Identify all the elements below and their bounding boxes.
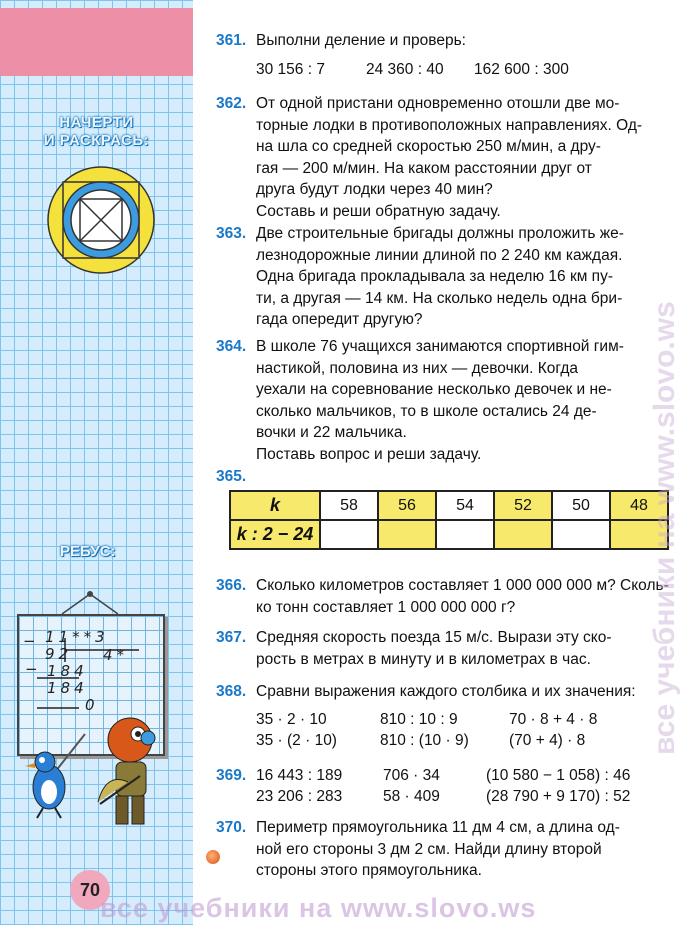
task-line: стороны этого прямоугольника. — [256, 862, 482, 879]
task-number: 361. — [216, 32, 247, 49]
task-line: Периметр прямоугольника 11 дм 4 см, а длина од- — [256, 819, 620, 836]
task-text: Выполни деление и проверь: — [256, 32, 466, 49]
task-line: Две строительные бригады должны проложить же- — [256, 225, 624, 242]
task-line: настикой, половина из них — девочки. Когда — [256, 359, 578, 377]
task-line: друга будут лодки через 40 мин? — [256, 181, 493, 198]
task-366 — [216, 575, 691, 618]
task-line: сколько мальчиков, то в школе остались 24 де- — [256, 402, 597, 420]
expression: 23 206 : 283 — [256, 788, 343, 805]
task-line: Одна бригада прокладывала за неделю 16 км пу- — [256, 268, 613, 285]
task-line: От одной пристани одновременно отошли две мо- — [256, 95, 620, 112]
task-line: Средняя скорость поезда 15 м/с. Вырази эту ско- — [256, 629, 612, 646]
task-370 — [216, 817, 691, 882]
task-line: Составь и реши обратную задачу. — [256, 202, 501, 220]
task-365-number: 365. — [216, 468, 247, 485]
boy-with-umbrella-icon — [88, 712, 164, 832]
table-cell: 50 — [552, 491, 610, 520]
table-cell: 54 — [436, 491, 494, 520]
svg-text:−: − — [23, 632, 36, 650]
k-values-table — [229, 490, 669, 550]
expression: 810 : 10 : 9 — [380, 710, 458, 728]
expression: 706 · 34 — [383, 767, 440, 784]
rebus-subtrahend-2: 184 — [47, 679, 88, 697]
table-cell: 56 — [378, 491, 436, 520]
task-line: уехали на соревнование несколько девочек и не- — [256, 381, 612, 398]
rebus-subtrahend: 92 — [45, 645, 73, 663]
table-empty-cell — [320, 520, 378, 549]
table-head-k: k — [230, 491, 320, 520]
rebus-hanger-icon — [60, 590, 120, 616]
task-number: 364. — [216, 338, 247, 355]
task-369 — [216, 765, 691, 809]
watermark: все учебники на www.slovo.ws — [100, 893, 537, 923]
rebus-dividend: 11**3 — [45, 628, 109, 646]
task-number: 367. — [216, 629, 247, 646]
expression: 16 443 : 189 — [256, 767, 343, 784]
draw-and-color-title: НАЧЕРТИ И РАСКРАСЬ: — [43, 114, 150, 149]
expression: 24 360 : 40 — [366, 60, 444, 78]
task-line: Поставь вопрос и реши задачу. — [256, 445, 482, 463]
task-line: вочки и 22 мальчика. — [256, 424, 407, 441]
expression: 70 · 8 + 4 · 8 — [509, 710, 598, 728]
draw-figure-illustration — [46, 165, 156, 275]
task-line: гада опередит другую? — [256, 311, 423, 328]
task-number: 366. — [216, 577, 247, 594]
task-line: гая — 200 м/мин. На каком расстоянии друг от — [256, 159, 592, 177]
task-363 — [216, 223, 691, 331]
table-empty-cell — [552, 520, 610, 549]
expression: 162 600 : 300 — [474, 60, 569, 78]
task-line: ти, а другая — 14 км. На сколько недель одна бри- — [256, 289, 623, 307]
table-empty-cell — [378, 520, 436, 549]
expression: 58 · 409 — [383, 788, 440, 805]
table-head-expression: k : 2 − 24 — [230, 520, 320, 549]
rebus-quotient: 4* — [103, 646, 129, 664]
task-368 — [216, 681, 691, 753]
expression: (10 580 − 1 058) : 46 — [486, 767, 631, 784]
task-number: 368. — [216, 683, 247, 700]
task-line: лезнодорожные линии длиной по 2 240 км каждая. — [256, 246, 623, 264]
task-number: 362. — [216, 95, 247, 112]
expression: (28 790 + 9 170) : 52 — [486, 788, 631, 805]
page-number: 70 — [70, 870, 110, 910]
rebus-remainder: 184 — [47, 662, 88, 680]
task-text: Сравни выражения каждого столбика и их значения: — [256, 683, 636, 700]
task-367 — [216, 627, 691, 670]
expression: 35 · (2 · 10) — [256, 731, 337, 749]
table-cell: 58 — [320, 491, 378, 520]
expression: (70 + 4) · 8 — [509, 731, 586, 749]
table-empty-cell — [436, 520, 494, 549]
watermark-vertical: все учебники на www.slovo.ws — [648, 301, 681, 755]
task-line: торные лодки в противоположных направлениях. Од- — [256, 116, 643, 134]
task-number: 363. — [216, 225, 247, 242]
svg-text:−: − — [25, 660, 38, 678]
task-number: 369. — [216, 767, 247, 784]
table-cell: 48 — [610, 491, 668, 520]
task-361 — [216, 30, 691, 81]
table-row — [230, 491, 668, 520]
task-line: на шла со средней скоростью 250 м/мин, а дру- — [256, 138, 601, 155]
task-line: В школе 76 учащихся занимаются спортивной гим- — [256, 338, 624, 355]
task-364 — [216, 336, 691, 465]
expression: 30 156 : 7 — [256, 60, 325, 78]
task-line: Сколько километров составляет 1 000 000 000 м? Сколь- — [256, 577, 669, 594]
rebus-title: РЕБУС: — [60, 543, 116, 560]
table-empty-cell — [494, 520, 552, 549]
task-line: рость в метрах в минуту и в километрах в час. — [256, 650, 591, 668]
table-row — [230, 520, 668, 549]
task-number: 370. — [216, 819, 247, 836]
rebus-zero: 0 — [85, 696, 99, 714]
pink-header-tab — [0, 8, 193, 76]
bird-with-pointer-icon — [15, 732, 95, 822]
task-line: ко тонн составляет 1 000 000 000 г? — [256, 598, 516, 616]
task-362 — [216, 93, 691, 222]
expression: 810 : (10 · 9) — [380, 731, 469, 749]
table-cell: 52 — [494, 491, 552, 520]
expression: 35 · 2 · 10 — [256, 710, 327, 728]
task-line: ной его стороны 3 дм 2 см. Найди длину второй — [256, 840, 602, 858]
